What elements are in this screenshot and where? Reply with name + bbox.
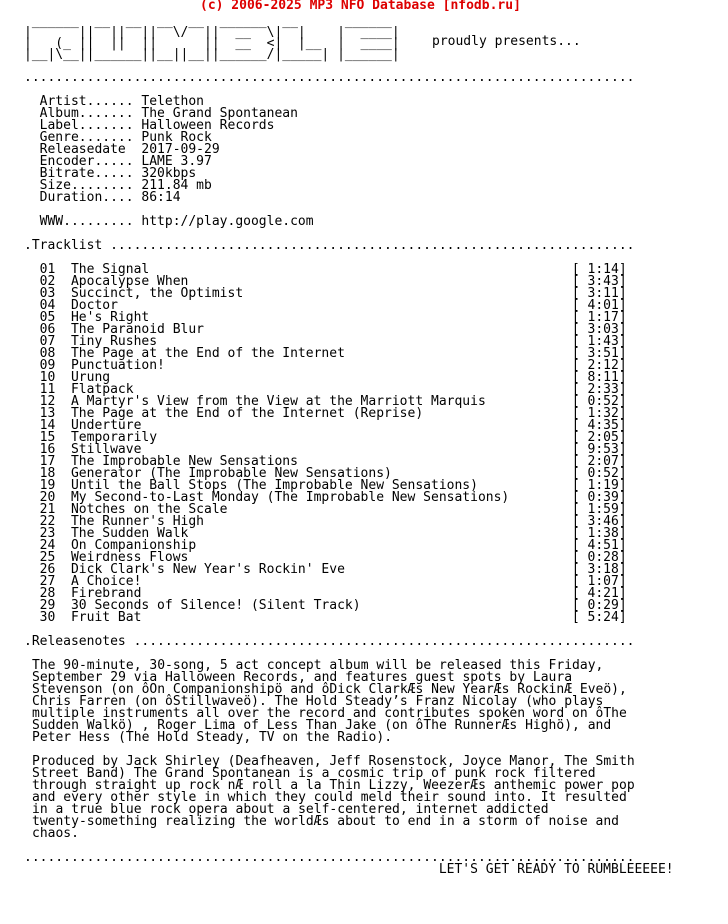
track-line: 11 Flatpack [ 2:33] (24, 382, 627, 397)
notes-line: The 90-minute, 30-song, 5 act concept album will be released this Friday, (32, 658, 604, 673)
track-line: 20 My Second-to-Last Monday (The Improbable New Sensations) [ 0:39] (24, 490, 627, 505)
ascii-logo-line: | (_ || || || || __ <| |__ | ____| (24, 36, 400, 51)
track-line: 27 A Choice! [ 1:07] (24, 574, 627, 589)
notes-line: in a true blue rock opera about a self-centered, internet addicted (32, 802, 549, 817)
track-line: 23 The Sudden Walk [ 1:38] (24, 526, 627, 541)
notes-line: September 29 via Halloween Records, and features guest spots by Laura (32, 670, 573, 685)
notes-line: twenty-something realizing the worldÆs about to end in a storm of noise and (32, 814, 619, 829)
footer-text: LET'S GET READY TO RUMBLEEEEE! (24, 862, 674, 877)
track-line: 08 The Page at the End of the Internet [ 3:51] (24, 346, 627, 361)
track-line: 04 Doctor [ 4:01] (24, 298, 627, 313)
ascii-logo-line: | || || || \/ || __ \| | | ____| (24, 25, 400, 40)
track-line: 29 30 Seconds of Silence! (Silent Track) [ 0:29] (24, 598, 627, 613)
track-line: 02 Apocalypse When [ 3:43] (24, 274, 627, 289)
track-line: 07 Tiny Rushes [ 1:43] (24, 334, 627, 349)
tracklist-header: .Tracklist ................................................................... (24, 238, 635, 253)
track-line: 21 Notches on the Scale [ 1:59] (24, 502, 627, 517)
track-line: 05 He's Right [ 1:17] (24, 310, 627, 325)
info-line: Bitrate..... 320kbps (24, 166, 197, 181)
notes-line: Produced by Jack Shirley (Deafheaven, Jeff Rosenstock, Joyce Manor, The Smith (32, 754, 635, 769)
www-line: WWW......... http://play.google.com (24, 214, 314, 229)
notes-line: through straight up rock nÆ roll a la Thin Lizzy, WeezerÆs anthemic power pop (32, 778, 635, 793)
track-line: 12 A Martyr's View from the View at the Marriott Marquis [ 0:52] (24, 394, 627, 409)
notes-line: Chris Farren (on ôStillwaveö). The Hold Steady’s Franz Nicolay (who plays (32, 694, 604, 709)
ascii-logo-line: |__|\__||______||__||__||______/|_____| |______| (24, 47, 400, 62)
notes-line: chaos. (32, 826, 79, 841)
track-line: 15 Temporarily [ 2:05] (24, 430, 627, 445)
track-line: 30 Fruit Bat [ 5:24] (24, 610, 627, 625)
track-line: 09 Punctuation! [ 2:12] (24, 358, 627, 373)
track-line: 24 On Companionship [ 4:51] (24, 538, 627, 553)
track-line: 03 Succinct, the Optimist [ 3:11] (24, 286, 627, 301)
notes-line: Sudden Walkö) , Roger Lima of Less Than Jake (on ôThe RunnerÆs Highö), and (32, 718, 612, 733)
track-line: 26 Dick Clark's New Year's Rockin' Eve [ 3:18] (24, 562, 627, 577)
track-line: 10 Urung [ 8:11] (24, 370, 627, 385)
info-line: Size........ 211.84 mb (24, 178, 212, 193)
notes-line: Street Band) The Grand Spontanean is a cosmic trip of punk rock filtered (32, 766, 596, 781)
track-line: 16 Stillwave [ 9:53] (24, 442, 627, 457)
divider: .............................................................................. (24, 70, 635, 85)
track-line: 28 Firebrand [ 4:21] (24, 586, 627, 601)
notes-line: Stevenson (on ôOn Companionshipö and ôDick ClarkÆs New YearÆs RockinÆ Eveö), (32, 682, 627, 697)
track-line: 19 Until the Ball Stops (The Improbable New Sensations) [ 1:19] (24, 478, 627, 493)
track-line: 18 Generator (The Improbable New Sensations) [ 0:52] (24, 466, 627, 481)
info-line: Duration.... 86:14 (24, 190, 181, 205)
track-line: 06 The Paranoid Blur [ 3:03] (24, 322, 627, 337)
notes-line: and every other style in which they could meld their sound into. It resulted (32, 790, 627, 805)
track-line: 17 The Improbable New Sensations [ 2:07] (24, 454, 627, 469)
track-line: 25 Weirdness Flows [ 0:28] (24, 550, 627, 565)
track-line: 13 The Page at the End of the Internet (Reprise) [ 1:32] (24, 406, 627, 421)
presents-text: proudly presents... (432, 34, 581, 49)
info-line: Album....... The Grand Spontanean (24, 106, 298, 121)
divider: .............................................................................. (24, 850, 635, 865)
info-line: Releasedate 2017-09-29 (24, 142, 220, 157)
info-line: Artist...... Telethon (24, 94, 205, 109)
notes-line: multiple instruments all over the record and contributes spoken word on ôThe (32, 706, 627, 721)
track-line: 22 The Runner's High [ 3:46] (24, 514, 627, 529)
ascii-logo-line: ______ __ __ __ __ ______ __ ______ (24, 14, 400, 29)
info-line: Label....... Halloween Records (24, 118, 275, 133)
site-header: (c) 2006-2025 MP3 NFO Database [nfodb.ru] (200, 0, 521, 13)
notes-line: Peter Hess (The Hold Steady, TV on the Radio). (32, 730, 393, 745)
releasenotes-header: .Releasenotes ................................................................ (24, 634, 635, 649)
track-line: 14 Underture [ 4:35] (24, 418, 627, 433)
info-line: Encoder..... LAME 3.97 (24, 154, 212, 169)
track-line: 01 The Signal [ 1:14] (24, 262, 627, 277)
info-line: Genre....... Punk Rock (24, 130, 212, 145)
